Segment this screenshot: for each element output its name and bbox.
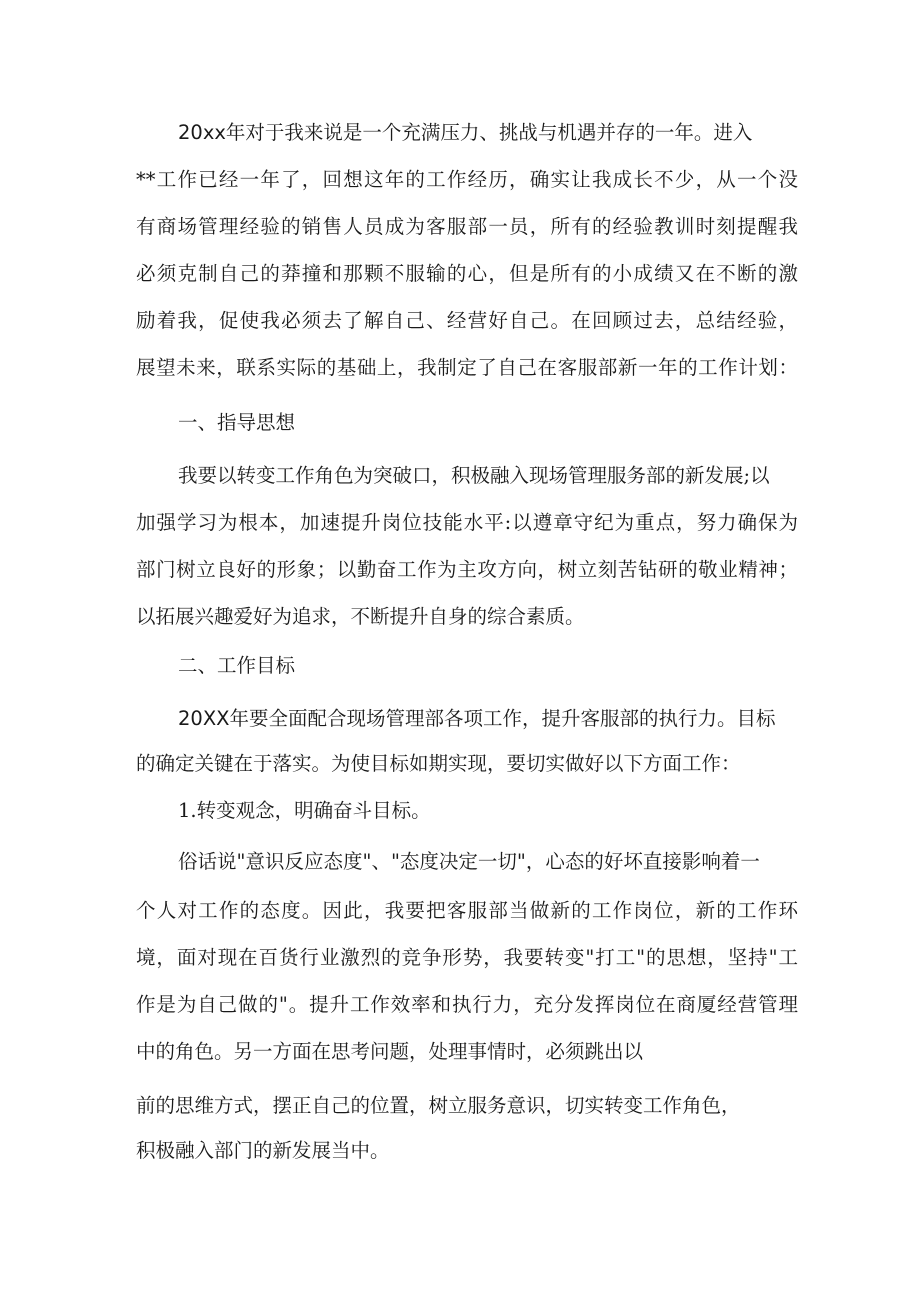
year-label: 20XX (178, 707, 230, 730)
paragraph-line: 前的思维方式，摆正自己的位置，树立服务意识，切实转变工作角色， (136, 1094, 741, 1117)
section-heading: 二、工作目标 (178, 654, 296, 677)
paragraph-line: 中的角色。另一方面在思考问题，处理事情时，必须跳出以 (136, 1040, 644, 1063)
paragraph-line: 境，面对现在百货行业激烈的竞争形势，我要转变"打工"的思想，坚持"工 (136, 946, 798, 969)
paragraph-line (178, 120, 752, 146)
year-label: 20xx (178, 121, 226, 144)
paragraph-line: 作是为自己做的"。提升工作效率和执行力，充分发挥岗位在商厦经营管理 (136, 993, 798, 1016)
paragraph-line: 部门树立良好的形象；以勤奋工作为主攻方向，树立刻苦钻研的敬业精神； (136, 558, 798, 581)
line-text: 年对于我来说是一个充满压力、挑战与机遇并存的一年。进入 (225, 121, 753, 144)
paragraph-line: 必须克制自己的莽撞和那颗不服输的心，但是所有的小成绩又在不断的激 (136, 262, 798, 285)
paragraph-line: 俗话说"意识反应态度"、"态度决定一切"，心态的好坏直接影响着一 (178, 850, 760, 873)
paragraph-line: 积极融入部门的新发展当中。 (136, 1139, 390, 1162)
paragraph-line: 有商场管理经验的销售人员成为客服部一员，所有的经验教训时刻提醒我 (136, 215, 798, 238)
section-heading: 一、指导思想 (178, 411, 296, 434)
paragraph-line: **工作已经一年了，回想这年的工作经历，确实让我成长不少，从一个没 (136, 168, 798, 191)
paragraph-line: 个人对工作的态度。因此，我要把客服部当做新的工作岗位，新的工作环 (136, 899, 798, 922)
paragraph-line: 以拓展兴趣爱好为追求，不断提升自身的综合素质。 (136, 605, 585, 628)
line-text: 年要全面配合现场管理部各项工作，提升客服部的执行力。目标 (229, 707, 776, 730)
numbered-heading: 1.转变观念，明确奋斗目标。 (178, 799, 431, 822)
paragraph-line: 加强学习为根本，加速提升岗位技能水平:以遵章守纪为重点，努力确保为 (136, 511, 798, 534)
paragraph-line: 的确定关键在于落实。为使目标如期实现，要切实做好以下方面工作： (136, 752, 741, 775)
paragraph-line: 展望未来，联系实际的基础上，我制定了自己在客服部新一年的工作计划： (136, 356, 798, 379)
paragraph-line: 我要以转变工作角色为突破口，积极融入现场管理服务部的新发展;以 (178, 464, 770, 487)
paragraph-line (178, 706, 776, 732)
paragraph-line: 励着我，促使我必须去了解自己、经营好自己。在回顾过去，总结经验， (136, 309, 798, 332)
